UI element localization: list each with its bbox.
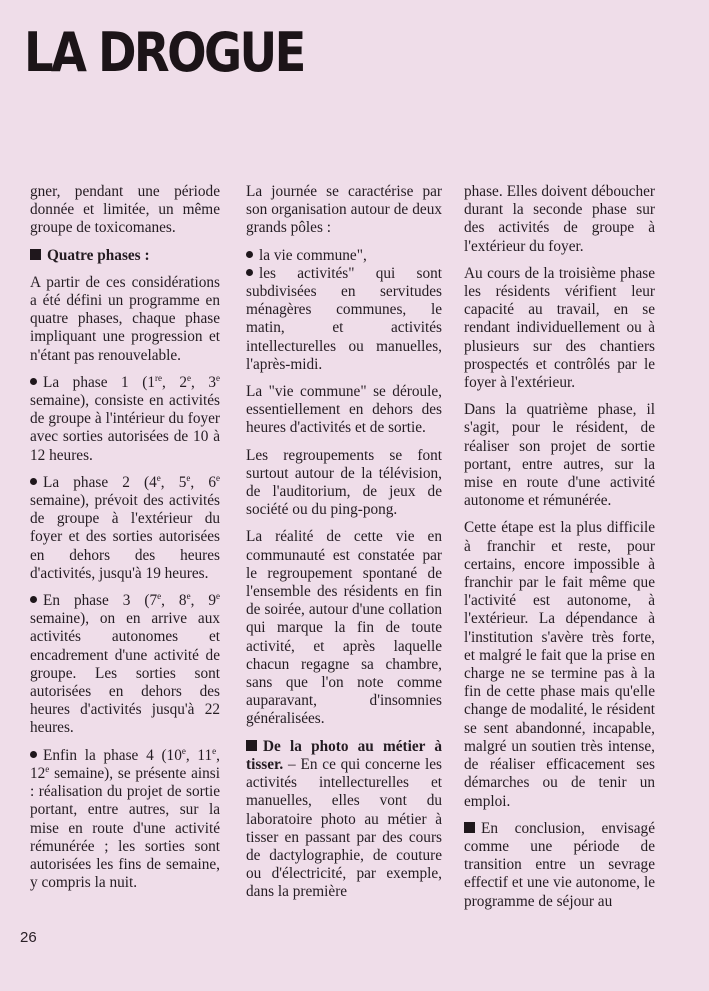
section-heading-text: Quatre phases : (47, 246, 150, 264)
column-1 (30, 183, 220, 901)
paragraph: En conclusion, envisagé comme une période de transition entre un sevrage effectif et une vie autonome, le programme de séjour au (464, 819, 655, 910)
bullet-dot-icon (30, 478, 37, 485)
phase-paragraph: Enfin la phase 4 (10e, 11e, 12e semaine), se présente ainsi : réalisation du projet de sortie portant, entre autres, sur la mise en route d'une activité rémunérée ; les sorties sont autorisées les fins de semaine, y compris la nuit. (30, 745, 220, 892)
paragraph: Cette étape est la plus difficile à franchir et reste, pour certains, encore impossible à franchir par le fait même que l'activité est autonome, à l'extérieur. La dépendance à l'institution s'avère très forte, et malgré le fait que la prise en charge ne se termine pas à la fin de cette phase mais qu'elle change de modalité, le résident se sent abandonné, incapable, malgré un soutien très intense, de réaliser efficacement ses démarches ou de tenir un emploi. (464, 519, 655, 810)
square-bullet-icon (30, 249, 41, 260)
phase-paragraph: En phase 3 (7e, 8e, 9e semaine), on en arrive aux activités autonomes et encadrement d'une activité de groupe. Les sorties sont autorisées en dehors des heures d'activités jusqu'à 22 heures. (30, 590, 221, 737)
section-paragraph: De la photo au métier à tisser. – En ce qui concerne les activités intellecturelles et manuelles, elles vont du laboratoire photo au métier à tisser en passant par des cours de dactylographie, de couture ou d'électricité, par exemple, dans la première (246, 737, 442, 901)
square-bullet-icon (246, 740, 257, 751)
section-heading-text: De la photo au métier à tisser. (246, 737, 442, 773)
bullet-dot-icon (30, 378, 37, 385)
list-item: la vie commune", (246, 247, 442, 265)
column-3 (464, 183, 655, 920)
page-number: 26 (20, 929, 37, 946)
masthead-title: LA DROGUE (24, 21, 304, 84)
paragraph: A partir de ces considérations a été défini un programme en quatre phases, chaque phase impliquant une progression et n'étant pas renouvelable. (30, 273, 220, 364)
paragraph: Les regroupements se font surtout autour de la télévision, de l'auditorium, de jeux de société ou du ping-pong. (246, 446, 442, 519)
paragraph: La réalité de cette vie en communauté est constatée par le regroupement spontané de l'ensemble des résidents en fin de soirée, autour d'une collation qui marque la fin de toute activité, et après laquelle chacun regagne sa chambre, sans que l'on note comme auparavant, d'insomnies généralisées. (246, 528, 442, 728)
bullet-dot-icon (30, 751, 37, 758)
section-heading (30, 247, 220, 265)
paragraph: gner, pendant une période donnée et limitée, un même groupe de toxicomanes. (30, 183, 220, 237)
bullet-dot-icon (30, 596, 37, 603)
paragraph: Au cours de la troisième phase les résidents vérifient leur capacité au travail, en se rendant individuellement ou à plusieurs sur des chantiers prospectés et contrôlés par le foyer à l'extérieur. (464, 264, 655, 392)
square-bullet-icon (464, 822, 475, 833)
phase-paragraph: La phase 1 (1re, 2e, 3e semaine), consiste en activités de groupe à l'intérieur du foyer avec sorties autorisées de 10 à 12 heures. (30, 372, 221, 464)
paragraph: Dans la quatrième phase, il s'agit, pour le résident, de réaliser son projet de sortie portant, entre autres, sur la mise en route d'une activité autonome et rémunérée. (464, 401, 655, 510)
bullet-dot-icon (246, 269, 253, 276)
paragraph: phase. Elles doivent déboucher durant la seconde phase sur des activités de groupe à l'extérieur du foyer. (464, 183, 655, 255)
phase-paragraph: La phase 2 (4e, 5e, 6e semaine), prévoit des activités de groupe à l'extérieur du foyer et des sorties autorisées en dehors des heures d'activités, jusqu'à 19 heures. (30, 472, 221, 582)
paragraph: La "vie commune" se déroule, essentiellement en dehors des heures d'activités et de sortie. (246, 383, 442, 437)
paragraph: La journée se caractérise par son organisation autour de deux grands pôles : (246, 183, 442, 237)
column-2 (246, 183, 442, 911)
bullet-dot-icon (246, 251, 253, 258)
list-item: les activités" qui sont subdivisées en servitudes ménagères communes, le matin, et activités intellecturelles ou manuelles, l'après-midi. (246, 264, 442, 373)
